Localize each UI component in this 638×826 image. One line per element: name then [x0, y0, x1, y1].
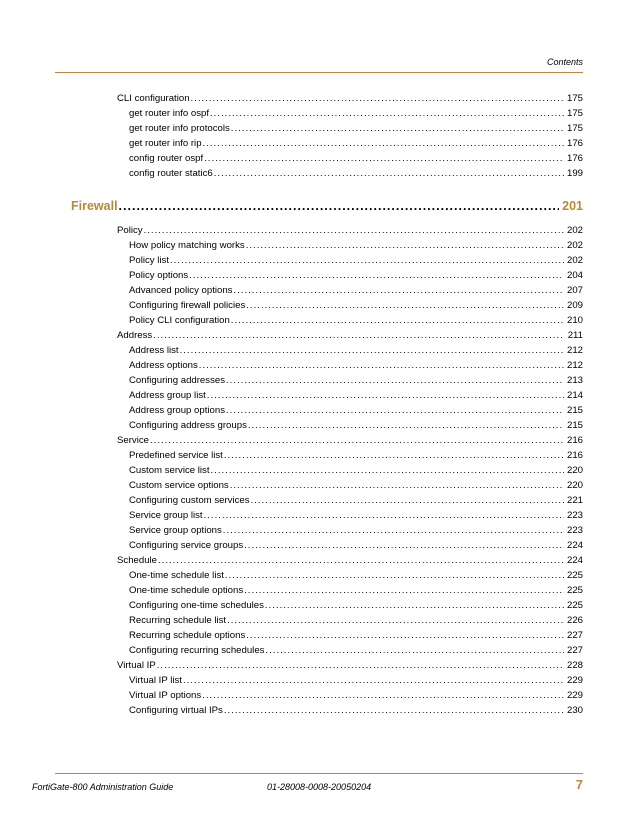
dot-leader: [244, 539, 564, 553]
dot-leader: [210, 107, 564, 121]
toc-entry[interactable]: [129, 152, 583, 166]
dot-leader: [180, 344, 564, 358]
toc-entry-title: Service group list: [129, 510, 203, 521]
dot-leader: [265, 599, 564, 613]
toc-entry-title: config router static6: [129, 168, 213, 179]
toc-entry-title: Configuring one-time schedules: [129, 600, 264, 611]
dot-leader: [226, 374, 564, 388]
dot-leader: [158, 554, 564, 568]
toc-entry[interactable]: [129, 479, 583, 493]
toc-page-number: 199: [566, 168, 583, 179]
dot-leader: [246, 299, 564, 313]
toc-entry-title: Address options: [129, 360, 198, 371]
dot-leader: [211, 464, 564, 478]
dot-leader: [153, 329, 564, 343]
toc-entry[interactable]: [129, 704, 583, 718]
dot-leader: [244, 584, 564, 598]
dot-leader: [144, 224, 564, 238]
toc-page-number: 209: [566, 300, 583, 311]
toc-entry-title: Recurring schedule options: [129, 630, 246, 641]
toc-entry-title: Address group list: [129, 390, 206, 401]
toc-entry[interactable]: [129, 254, 583, 268]
toc-page-number: 225: [566, 600, 583, 611]
chapter-title: Firewall: [71, 199, 118, 213]
toc-page-number: 227: [566, 630, 583, 641]
toc-page-number: 229: [566, 690, 583, 701]
toc-entry[interactable]: [129, 614, 583, 628]
toc-entry[interactable]: [129, 449, 583, 463]
dot-leader: [251, 494, 564, 508]
toc-page-number: 212: [566, 360, 583, 371]
toc-entry[interactable]: [117, 434, 583, 448]
dot-leader: [231, 314, 564, 328]
toc-entry-title: Address list: [129, 345, 179, 356]
toc-page-number: 202: [566, 240, 583, 251]
toc-page-number: 215: [566, 420, 583, 431]
toc-entry-title: Configuring custom services: [129, 495, 250, 506]
dot-leader: [224, 449, 564, 463]
toc-entry-title: config router ospf: [129, 153, 204, 164]
toc-entry[interactable]: [129, 494, 583, 508]
dot-leader: [224, 704, 564, 718]
dot-leader: [231, 122, 564, 136]
toc-page-number: 223: [566, 525, 583, 536]
toc-entry[interactable]: [129, 629, 583, 643]
toc-entry-title: Configuring address groups: [129, 420, 247, 431]
toc-page-number: 225: [566, 570, 583, 581]
toc-page-number: 202: [566, 225, 583, 236]
dot-leader: [119, 197, 560, 215]
toc-entry[interactable]: [129, 269, 583, 283]
toc-page-number: 227: [566, 645, 583, 656]
toc-entry-title: get router info rip: [129, 138, 202, 149]
toc-entry[interactable]: [129, 344, 583, 358]
toc-page-number: 214: [566, 390, 583, 401]
toc-page-number: 211: [567, 330, 583, 341]
toc-entry-title: Configuring virtual IPs: [129, 705, 223, 716]
toc-entry-title: get router info protocols: [129, 123, 230, 134]
toc-page-number: 225: [566, 585, 583, 596]
toc-entry[interactable]: [117, 92, 583, 106]
toc-entry[interactable]: [129, 569, 583, 583]
toc-entry-title: Address: [117, 330, 153, 341]
toc-page-number: 175: [566, 93, 583, 104]
dot-leader: [230, 479, 564, 493]
toc-entry-title: Virtual IP: [117, 660, 156, 671]
toc-entry[interactable]: [117, 554, 583, 568]
toc-chapter-entry[interactable]: [71, 197, 583, 215]
dot-leader: [226, 404, 564, 418]
toc-page-number: 176: [566, 153, 583, 164]
toc-page-number: 216: [566, 450, 583, 461]
dot-leader: [214, 167, 564, 181]
dot-leader: [248, 419, 564, 433]
toc-entry-title: Custom service list: [129, 465, 210, 476]
toc-page-number: 215: [566, 405, 583, 416]
dot-leader: [223, 524, 564, 538]
toc-entry-title: One-time schedule options: [129, 585, 244, 596]
toc-page-number: 210: [566, 315, 583, 326]
toc-entry-title: Policy options: [129, 270, 189, 281]
dot-leader: [265, 644, 564, 658]
toc-entry[interactable]: [129, 584, 583, 598]
dot-leader: [183, 674, 564, 688]
dot-leader: [207, 389, 564, 403]
footer-rule: [55, 773, 583, 774]
toc-page-number: 221: [566, 495, 583, 506]
toc-entry[interactable]: [129, 524, 583, 538]
toc-page-number: 226: [566, 615, 583, 626]
toc-entry-title: One-time schedule list: [129, 570, 224, 581]
toc-entry[interactable]: [129, 464, 583, 478]
header-title: Contents: [546, 57, 583, 67]
toc-entry[interactable]: [129, 389, 583, 403]
toc-entry-title: Service group options: [129, 525, 222, 536]
toc-page-number: 228: [566, 660, 583, 671]
toc-entry[interactable]: [129, 644, 583, 658]
toc-page-number: 224: [566, 555, 583, 566]
toc-page-number: 175: [566, 123, 583, 134]
dot-leader: [204, 152, 564, 166]
toc-page-number: 216: [566, 435, 583, 446]
toc-entry[interactable]: [129, 359, 583, 373]
toc-page-number: 213: [566, 375, 583, 386]
toc-entry-title: Address group options: [129, 405, 225, 416]
toc-entry[interactable]: [129, 299, 583, 313]
header-rule: [55, 72, 583, 73]
toc-page-number: 220: [566, 465, 583, 476]
toc-entry-title: Predefined service list: [129, 450, 223, 461]
toc-page-number: 204: [566, 270, 583, 281]
toc-entry[interactable]: [129, 122, 583, 136]
toc-page-number: 229: [566, 675, 583, 686]
footer-doc-number: 01-28008-0008-20050204: [267, 782, 372, 792]
toc-entry[interactable]: [117, 329, 583, 343]
toc-entry-title: Configuring addresses: [129, 375, 225, 386]
toc-page-number: 223: [566, 510, 583, 521]
toc-page-number: 220: [566, 480, 583, 491]
dot-leader: [170, 254, 564, 268]
dot-leader: [246, 239, 564, 253]
dot-leader: [202, 689, 564, 703]
dot-leader: [233, 284, 564, 298]
toc-entry[interactable]: [129, 107, 583, 121]
toc-entry[interactable]: [117, 659, 583, 673]
toc-entry[interactable]: [129, 284, 583, 298]
chapter-page-number: 201: [562, 199, 583, 213]
toc-entry[interactable]: [129, 404, 583, 418]
toc-entry-title: Service: [117, 435, 149, 446]
toc-page-number: 202: [566, 255, 583, 266]
toc-entry[interactable]: [129, 137, 583, 151]
dot-leader: [225, 569, 564, 583]
toc-entry[interactable]: [129, 509, 583, 523]
dot-leader: [203, 137, 564, 151]
footer-page-number: 7: [575, 777, 583, 792]
toc-entry[interactable]: [129, 374, 583, 388]
toc-entry[interactable]: [129, 674, 583, 688]
dot-leader: [157, 659, 564, 673]
toc-entry-title: Virtual IP options: [129, 690, 202, 701]
dot-leader: [150, 434, 564, 448]
toc-page-number: 175: [566, 108, 583, 119]
toc-page-number: 230: [566, 705, 583, 716]
dot-leader: [191, 92, 564, 106]
toc-entry-title: Configuring service groups: [129, 540, 244, 551]
toc-entry-title: get router info ospf: [129, 108, 209, 119]
toc-entry-title: Policy: [117, 225, 143, 236]
toc-entry-title: Advanced policy options: [129, 285, 233, 296]
toc-entry[interactable]: [117, 224, 583, 238]
toc-entry-title: Policy list: [129, 255, 169, 266]
toc-page-number: 207: [566, 285, 583, 296]
dot-leader: [227, 614, 564, 628]
toc-page-number: 212: [566, 345, 583, 356]
toc-entry-title: Schedule: [117, 555, 158, 566]
toc-entry-title: Policy CLI configuration: [129, 315, 230, 326]
toc-entry-title: Configuring firewall policies: [129, 300, 246, 311]
toc-entry-title: CLI configuration: [117, 93, 190, 104]
dot-leader: [204, 509, 564, 523]
toc-entry-title: Configuring recurring schedules: [129, 645, 265, 656]
toc-entry[interactable]: [129, 167, 583, 181]
toc-page-number: 176: [566, 138, 583, 149]
toc-entry[interactable]: [129, 599, 583, 613]
toc-entry[interactable]: [129, 239, 583, 253]
dot-leader: [246, 629, 564, 643]
toc-entry[interactable]: [129, 314, 583, 328]
toc-entry[interactable]: [129, 689, 583, 703]
dot-leader: [189, 269, 564, 283]
toc-entry-title: Custom service options: [129, 480, 229, 491]
toc-page-number: 224: [566, 540, 583, 551]
toc-entry-title: Virtual IP list: [129, 675, 182, 686]
toc-entry-title: Recurring schedule list: [129, 615, 227, 626]
toc-entry[interactable]: [129, 419, 583, 433]
footer-guide-title: FortiGate-800 Administration Guide: [32, 782, 174, 792]
dot-leader: [199, 359, 564, 373]
toc-entry-title: How policy matching works: [129, 240, 245, 251]
toc-entry[interactable]: [129, 539, 583, 553]
